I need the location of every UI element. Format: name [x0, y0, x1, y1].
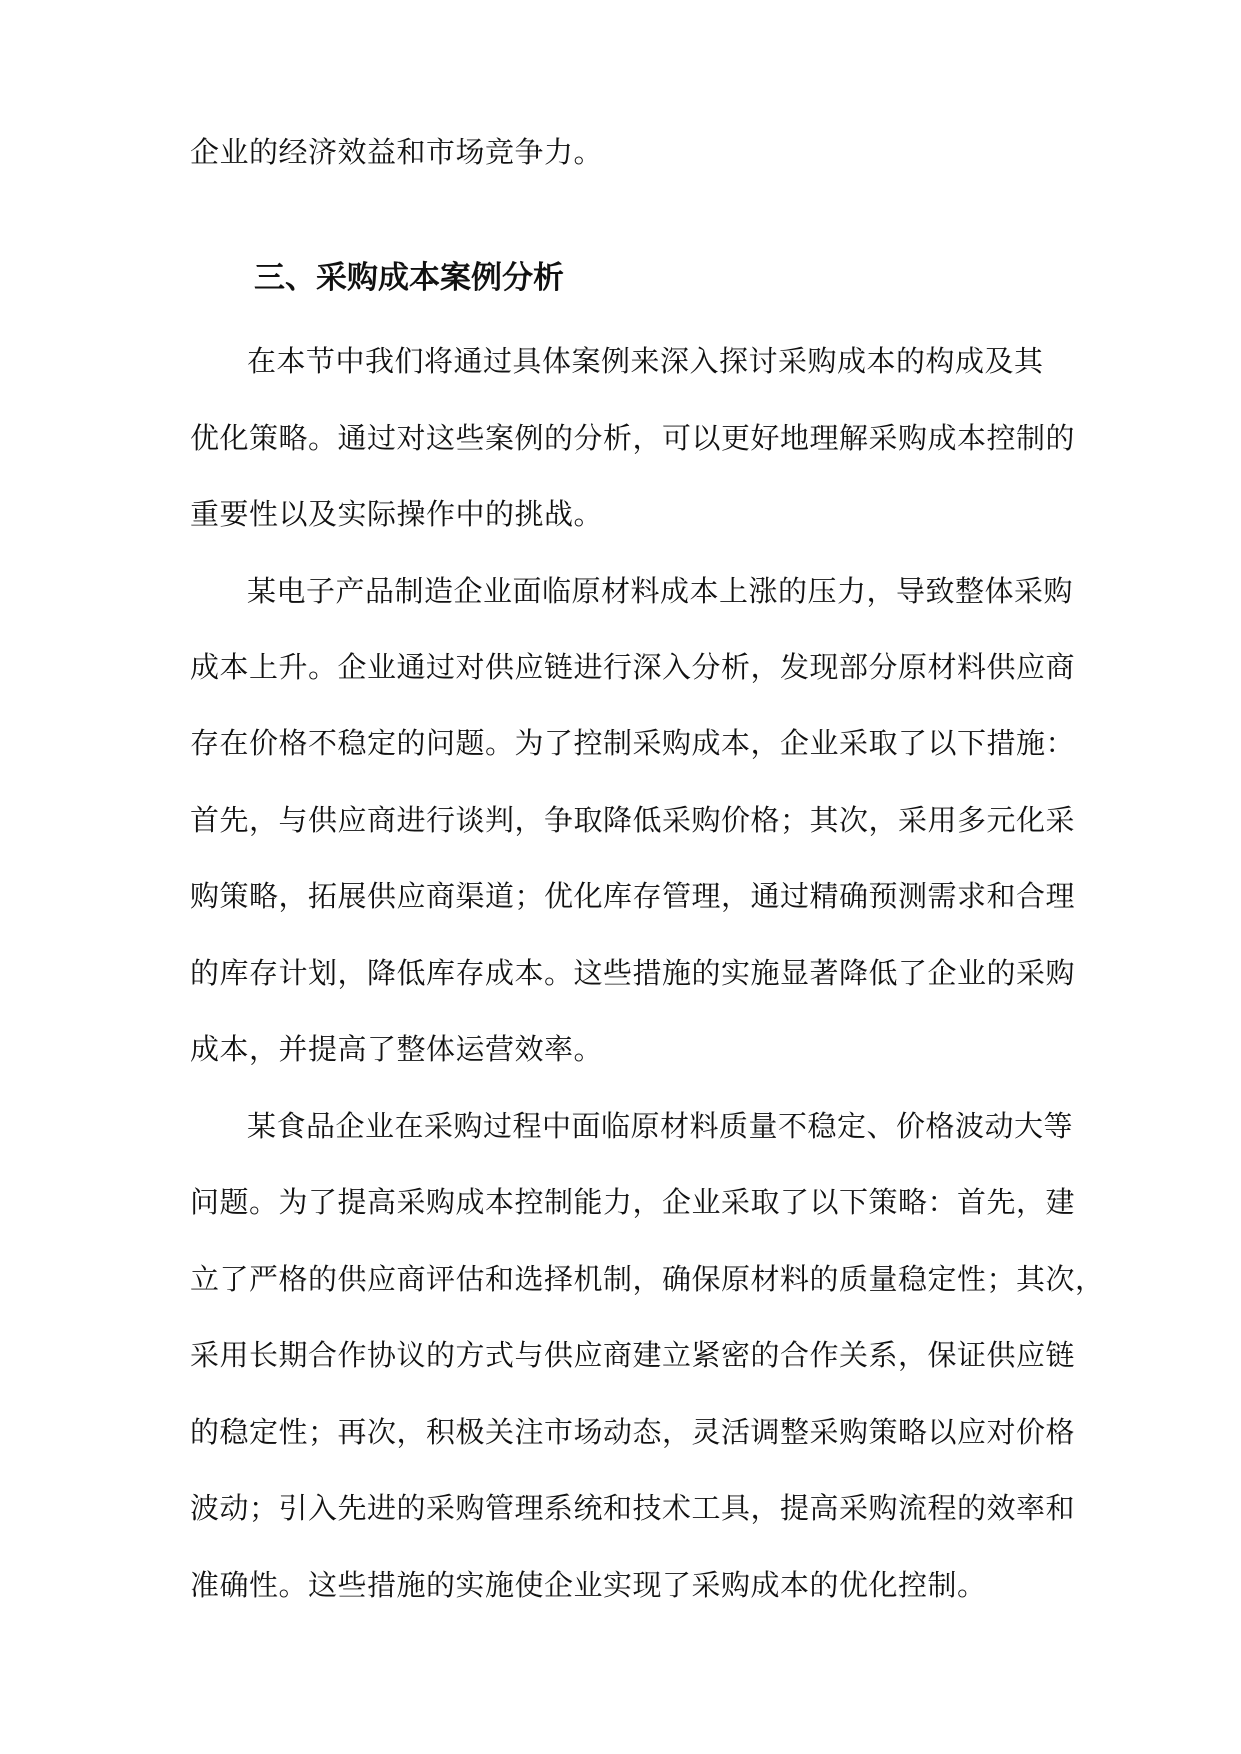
text-line: 某电子产品制造企业面临原材料成本上涨的压力，导致整体采购 — [247, 574, 1074, 608]
text-line: 立了严格的供应商评估和选择机制，确保原材料的质量稳定性；其次， — [190, 1262, 1105, 1296]
text-line: 重要性以及实际操作中的挑战。 — [190, 497, 604, 531]
intro-line: 企业的经济效益和市场竞争力。 — [190, 135, 604, 169]
text-line: 的稳定性；再次，积极关注市场动态，灵活调整采购策略以应对价格 — [190, 1415, 1076, 1449]
text-line: 成本上升。企业通过对供应链进行深入分析，发现部分原材料供应商 — [190, 650, 1076, 684]
text-line: 的库存计划，降低库存成本。这些措施的实施显著降低了企业的采购 — [190, 956, 1076, 990]
text-line: 购策略，拓展供应商渠道；优化库存管理，通过精确预测需求和合理 — [190, 879, 1076, 913]
text-line: 成本，并提高了整体运营效率。 — [190, 1032, 604, 1066]
text-line: 存在价格不稳定的问题。为了控制采购成本，企业采取了以下措施： — [190, 726, 1076, 760]
text-line: 准确性。这些措施的实施使企业实现了采购成本的优化控制。 — [190, 1568, 987, 1602]
text-line: 波动；引入先进的采购管理系统和技术工具，提高采购流程的效率和 — [190, 1491, 1076, 1525]
text-line: 问题。为了提高采购成本控制能力，企业采取了以下策略：首先，建 — [190, 1185, 1076, 1219]
text-line: 优化策略。通过对这些案例的分析，可以更好地理解采购成本控制的 — [190, 421, 1076, 455]
text-line: 首先，与供应商进行谈判，争取降低采购价格；其次，采用多元化采 — [190, 803, 1076, 837]
text-line: 采用长期合作协议的方式与供应商建立紧密的合作关系，保证供应链 — [190, 1338, 1076, 1372]
section-heading: 三、采购成本案例分析 — [254, 260, 564, 296]
text-line: 在本节中我们将通过具体案例来深入探讨采购成本的构成及其 — [247, 344, 1044, 378]
text-line: 某食品企业在采购过程中面临原材料质量不稳定、价格波动大等 — [247, 1109, 1074, 1143]
